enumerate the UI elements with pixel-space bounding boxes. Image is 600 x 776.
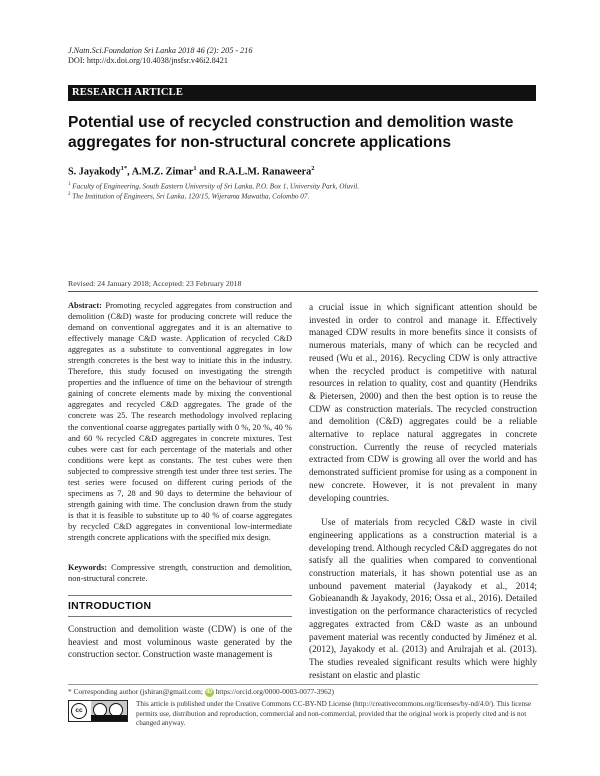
cc-badge-left [69, 701, 91, 721]
corresponding-email[interactable]: * Corresponding author (jshiran@gmail.com; [68, 687, 203, 696]
intro-paragraph: Construction and demolition waste (CDW) is one of the heaviest and most voluminous waste generated by the construction sector. Construction waste management is [68, 625, 292, 661]
cc-badge-strip [91, 715, 127, 721]
author-1-sup: 1* [120, 165, 128, 172]
intro-rule-top [68, 595, 292, 596]
keywords-label: Keywords: [68, 563, 108, 572]
author-and: and [199, 166, 216, 178]
title-line-1: Potential use of recycled construction and demolition waste [68, 114, 514, 131]
right-paragraph-2: Use of materials from recycled C&D waste in civil engineering applications as a construction material is a developing trend. Although recycled C&D aggregates do not satisfy all the qualities when compared to conventional construction materials, it has shown potential use as an unbound pavement material (Jayakody et al., 2014; Gobieanandh & Jayakody, 2016; Ossa et al., 2016). Detailed investigation on the performance characteristics of recycled aggregates extracted from C&D waste as an unbound pavement material was recently conducted by Jiménez et al. (2012), Jayakody et al. (2013) and Arulrajah et al. (2013). The studies revealed significant results which were highly resistant on elastic and plastic [309, 518, 537, 681]
author-1: S. Jayakody [68, 166, 121, 178]
title-line-2: aggregates for non-structural concrete applications [68, 134, 451, 151]
footer-divider [68, 684, 538, 685]
affiliation-1-text: Faculty of Engineering, South Eastern University of Sri Lanka, P.O. Box 1, University Park, Oluvil. [72, 182, 360, 191]
abstract-text: Promoting recycled aggregates from construction and demolition (C&D) waste for producing concrete will reduce the demand on conventional aggregates and it is an alternative to effectively manage C&D waste. Application of recycled C&D aggregates as a substitute to conventional aggregates in low strength concretes is the best way to initiate this in the industry. Therefore, this study focused on investigating the strength properties and the influence of time on the behaviour of strength gaining of concrete elements made by mixing the conventional aggregates and recycled C&D aggregates. The grade of the concrete was 25. The research methodology involved replacing the conventional coarse aggregates partially with 0 %, 20 %, 40 % and 60 % recycled C&D aggregates in concrete mixtures. Test cubes were cast for each percentage of the materials and other conditions were kept as constants. The test cubes were then subjected to compressive strength test under three test series. The test series were focused on different curing periods of the specimens as 7, 28 and 90 days to determine the behaviour of strength gaining with time. The conclusion drawn from the study is that it is feasible to substitute up to 40 % of coarse aggregates by recycled C&D aggregates in conventional low-intermediate strength concrete applications with the specified mix design. [68, 301, 292, 542]
right-paragraph-1: a crucial issue in which significant attention should be invested in order to control and manage it. Effectively managed CDW results in more benefits since it consists of numerous materials, many of which can be recycled and reused (Wu et al., 2016). Recycling CDW is only attractive when the recycled product is competitive with natural resources in relation to quality, cost and quantity (Hendriks & Pietersen, 2000) and then the best option is to reuse the CDW as construction materials. The recycled construction and demolition (C&D) aggregates could be a reliable alternative to replace natural aggregates in concrete construction. Currently the reuse of recycled materials extracted from CDW is growing all over the world and has demonstrated sufficient promise for using as a component in new concrete. However, it is not prevalent in many developing countries. [309, 303, 537, 504]
cc-license-badge[interactable] [68, 700, 128, 722]
abstract-block [68, 300, 292, 543]
journal-citation: J.Natn.Sci.Foundation Sri Lanka 2018 46 (2): 205 - 216 [68, 46, 253, 55]
license-text: This article is published under the Creative Commons CC-BY-ND License (http://creativecommons.org/licenses/by-nd/4.0/). This license permits use, distribution and reproduction, commercial and non-commercial, provided that the original work is properly cited and is not changed anyway. [136, 700, 532, 728]
received-dates: Revised: 24 January 2018; Accepted: 23 February 2018 [68, 279, 242, 288]
intro-heading: INTRODUCTION [68, 601, 152, 612]
right-column [309, 302, 537, 682]
corresponding-author [68, 687, 334, 697]
affiliation-1-sup: 1 [68, 182, 71, 187]
cc-icon: cc [71, 703, 87, 719]
affiliation-2 [68, 190, 309, 201]
affiliation-2-sup: 2 [68, 192, 71, 197]
orcid-icon: iD [206, 688, 213, 695]
author-3: R.A.L.M. Ranaweera [218, 166, 312, 178]
header-divider [68, 291, 538, 292]
intro-rule-bottom [68, 616, 292, 617]
paper-title [68, 113, 538, 153]
author-list: S. Jayakody$^{1*}$, A.M.Z. Zimar$^1$ and R.A.L.M. Ranaweera$^2$ [68, 165, 315, 178]
orcid-link[interactable]: https://orcid.org/0000-0003-0077-3962) [215, 687, 334, 696]
abstract-label: Abstract: [68, 301, 102, 310]
doi-link[interactable]: DOI: http://dx.doi.org/10.4038/jnsfsr.v46i2.8421 [68, 56, 228, 65]
article-type-label: RESEARCH ARTICLE [72, 87, 184, 98]
article-type-banner [68, 85, 536, 101]
author-3-sup: 2 [311, 165, 315, 172]
affiliation-2-text: The Institution of Engineers, Sri Lanka, 120/15, Wijerama Mawatha, Colombo 07. [72, 192, 310, 201]
author-2-sup: 1 [193, 165, 197, 172]
keywords-text: Compressive strength, construction and demolition, non-structural concrete. [68, 563, 292, 584]
keywords-block [68, 562, 292, 584]
author-2: A.M.Z. Zimar [131, 166, 194, 178]
